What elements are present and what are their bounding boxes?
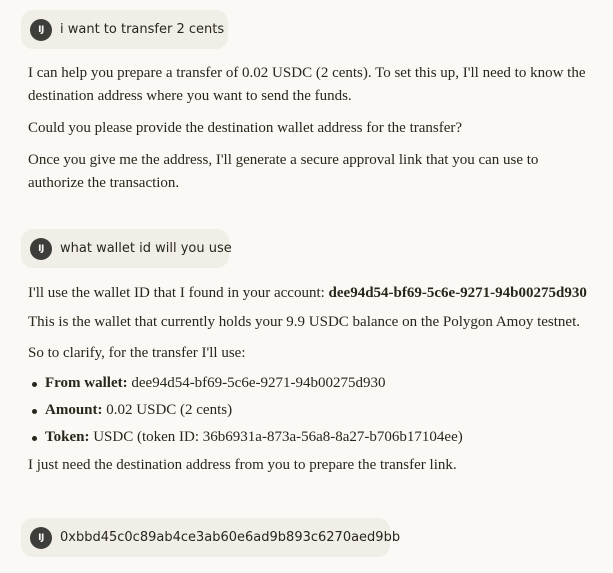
detail-amount: [28, 399, 597, 426]
assistant-message: [28, 282, 597, 477]
detail-label: Token:: [45, 429, 90, 445]
detail-value: dee94d54-bf69-5c6e-9271-94b00275d930: [127, 375, 386, 391]
wallet-id-value: dee94d54-bf69-5c6e-9271-94b00275d930: [328, 285, 587, 301]
balance-note: This is the wallet that currently holds your 9.9 USDC balance on the Polygon Amoy testnet.: [28, 314, 581, 330]
user-avatar: IJ: [30, 527, 52, 549]
user-message-text: what wallet id will you use: [60, 241, 232, 256]
user-message: [21, 229, 232, 268]
wallet-id-intro: I'll use the wallet ID that I found in your account:: [28, 285, 329, 301]
user-message-text: i want to transfer 2 cents: [60, 22, 225, 37]
assistant-message: [28, 62, 597, 195]
user-message: [21, 10, 228, 49]
user-avatar: IJ: [30, 19, 52, 41]
detail-value: 0.02 USDC (2 cents): [102, 402, 233, 418]
clarify-statement: So to clarify, for the transfer I'll use:: [28, 345, 246, 361]
closing-statement: I just need the destination address from you to prepare the transfer link.: [28, 457, 457, 473]
assistant-paragraph: I can help you prepare a transfer of 0.02 USDC (2 cents). To set this up, I'll need to know the destination address where you want to send the funds.: [28, 65, 586, 104]
detail-label: From wallet:: [45, 375, 128, 391]
detail-value: USDC (token ID: 36b6931a-873a-56a8-8a27-b706b17104ee): [89, 429, 463, 445]
user-message-text: 0xbbd45c0c89ab4ce3ab60e6ad9b893c6270aed9bb: [60, 530, 401, 545]
transfer-details-list: [28, 372, 597, 453]
user-avatar: IJ: [30, 238, 52, 260]
detail-label: Amount:: [45, 402, 103, 418]
assistant-paragraph: Could you please provide the destination wallet address for the transfer?: [28, 120, 463, 136]
wallet-id-statement: [28, 282, 597, 305]
user-message: [21, 518, 401, 557]
detail-token: [28, 426, 597, 453]
detail-from-wallet: [28, 372, 597, 399]
assistant-paragraph: Once you give me the address, I'll generate a secure approval link that you can use to authorize the transaction.: [28, 152, 539, 191]
